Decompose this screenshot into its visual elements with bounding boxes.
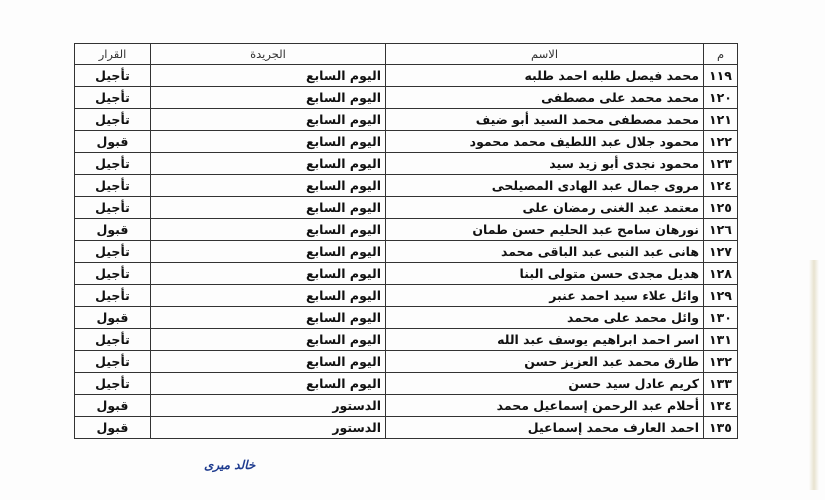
table-row <box>75 175 738 197</box>
header-num: م <box>704 44 738 65</box>
row-name: محمد مصطفى محمد السيد أبو ضيف <box>386 109 704 131</box>
row-name: مروى جمال عبد الهادى المصيلحى <box>386 175 704 197</box>
row-number: ١٣٥ <box>704 417 738 439</box>
row-newspaper: الدستور <box>151 417 386 439</box>
row-number: ١٣٣ <box>704 373 738 395</box>
row-name: هديل مجدى حسن متولى البنا <box>386 263 704 285</box>
row-number: ١٣٠ <box>704 307 738 329</box>
row-number: ١٣٤ <box>704 395 738 417</box>
table-row <box>75 153 738 175</box>
row-number: ١٣١ <box>704 329 738 351</box>
row-decision: تأجيل <box>75 109 151 131</box>
row-decision: تأجيل <box>75 153 151 175</box>
row-newspaper: اليوم السابع <box>151 87 386 109</box>
table-row <box>75 109 738 131</box>
table-row <box>75 197 738 219</box>
row-number: ١٢٥ <box>704 197 738 219</box>
table-row <box>75 307 738 329</box>
table-row <box>75 329 738 351</box>
table-row <box>75 131 738 153</box>
table-row <box>75 87 738 109</box>
row-decision: قبول <box>75 395 151 417</box>
row-name: وائل محمد على محمد <box>386 307 704 329</box>
row-newspaper: اليوم السابع <box>151 153 386 175</box>
header-newspaper: الجريدة <box>151 44 386 65</box>
row-decision: تأجيل <box>75 285 151 307</box>
table-body <box>75 65 738 439</box>
header-name: الاسم <box>386 44 704 65</box>
row-newspaper: اليوم السابع <box>151 219 386 241</box>
table-row <box>75 395 738 417</box>
row-name: محمد محمد على مصطفى <box>386 87 704 109</box>
row-number: ١٢٢ <box>704 131 738 153</box>
row-newspaper: الدستور <box>151 395 386 417</box>
row-number: ١٢٨ <box>704 263 738 285</box>
row-decision: تأجيل <box>75 175 151 197</box>
row-number: ١٣٢ <box>704 351 738 373</box>
table-row <box>75 65 738 87</box>
row-number: ١٢٠ <box>704 87 738 109</box>
row-name: محمد فيصل طلبه احمد طلبه <box>386 65 704 87</box>
row-number: ١٢٩ <box>704 285 738 307</box>
table-row <box>75 263 738 285</box>
row-newspaper: اليوم السابع <box>151 329 386 351</box>
row-name: نورهان سامح عبد الحليم حسن طمان <box>386 219 704 241</box>
row-name: محمود نجدى أبو زيد سيد <box>386 153 704 175</box>
row-number: ١٢٣ <box>704 153 738 175</box>
row-name: هانى عبد النبى عبد الباقى محمد <box>386 241 704 263</box>
row-newspaper: اليوم السابع <box>151 175 386 197</box>
table-row <box>75 373 738 395</box>
row-newspaper: اليوم السابع <box>151 241 386 263</box>
row-decision: قبول <box>75 417 151 439</box>
row-newspaper: اليوم السابع <box>151 131 386 153</box>
row-newspaper: اليوم السابع <box>151 109 386 131</box>
row-number: ١٢٤ <box>704 175 738 197</box>
paper-edge-shadow <box>809 260 819 490</box>
row-decision: تأجيل <box>75 373 151 395</box>
row-decision: قبول <box>75 219 151 241</box>
row-name: أحلام عبد الرحمن إسماعيل محمد <box>386 395 704 417</box>
row-decision: تأجيل <box>75 263 151 285</box>
row-name: احمد العارف محمد إسماعيل <box>386 417 704 439</box>
table-row <box>75 285 738 307</box>
row-newspaper: اليوم السابع <box>151 351 386 373</box>
row-newspaper: اليوم السابع <box>151 285 386 307</box>
row-name: اسر احمد ابراهيم يوسف عبد الله <box>386 329 704 351</box>
table-header-row <box>75 44 738 65</box>
row-newspaper: اليوم السابع <box>151 307 386 329</box>
row-name: طارق محمد عبد العزيز حسن <box>386 351 704 373</box>
row-decision: تأجيل <box>75 241 151 263</box>
row-decision: تأجيل <box>75 197 151 219</box>
row-number: ١١٩ <box>704 65 738 87</box>
row-newspaper: اليوم السابع <box>151 263 386 285</box>
row-decision: تأجيل <box>75 351 151 373</box>
table-row <box>75 351 738 373</box>
row-decision: قبول <box>75 131 151 153</box>
header-decision: القرار <box>75 44 151 65</box>
row-number: ١٢٧ <box>704 241 738 263</box>
row-decision: تأجيل <box>75 65 151 87</box>
table-row <box>75 219 738 241</box>
row-name: كريم عادل سيد حسن <box>386 373 704 395</box>
row-number: ١٢١ <box>704 109 738 131</box>
row-newspaper: اليوم السابع <box>151 197 386 219</box>
row-number: ١٢٦ <box>704 219 738 241</box>
table-row <box>75 417 738 439</box>
row-newspaper: اليوم السابع <box>151 373 386 395</box>
row-decision: تأجيل <box>75 87 151 109</box>
signature: خالد ميرى <box>204 458 256 472</box>
row-name: محمود جلال عبد اللطيف محمد محمود <box>386 131 704 153</box>
row-newspaper: اليوم السابع <box>151 65 386 87</box>
results-table <box>74 43 738 439</box>
row-decision: تأجيل <box>75 329 151 351</box>
row-name: وائل علاء سيد احمد عنبر <box>386 285 704 307</box>
row-decision: قبول <box>75 307 151 329</box>
row-name: معتمد عبد الغنى رمضان على <box>386 197 704 219</box>
table-row <box>75 241 738 263</box>
